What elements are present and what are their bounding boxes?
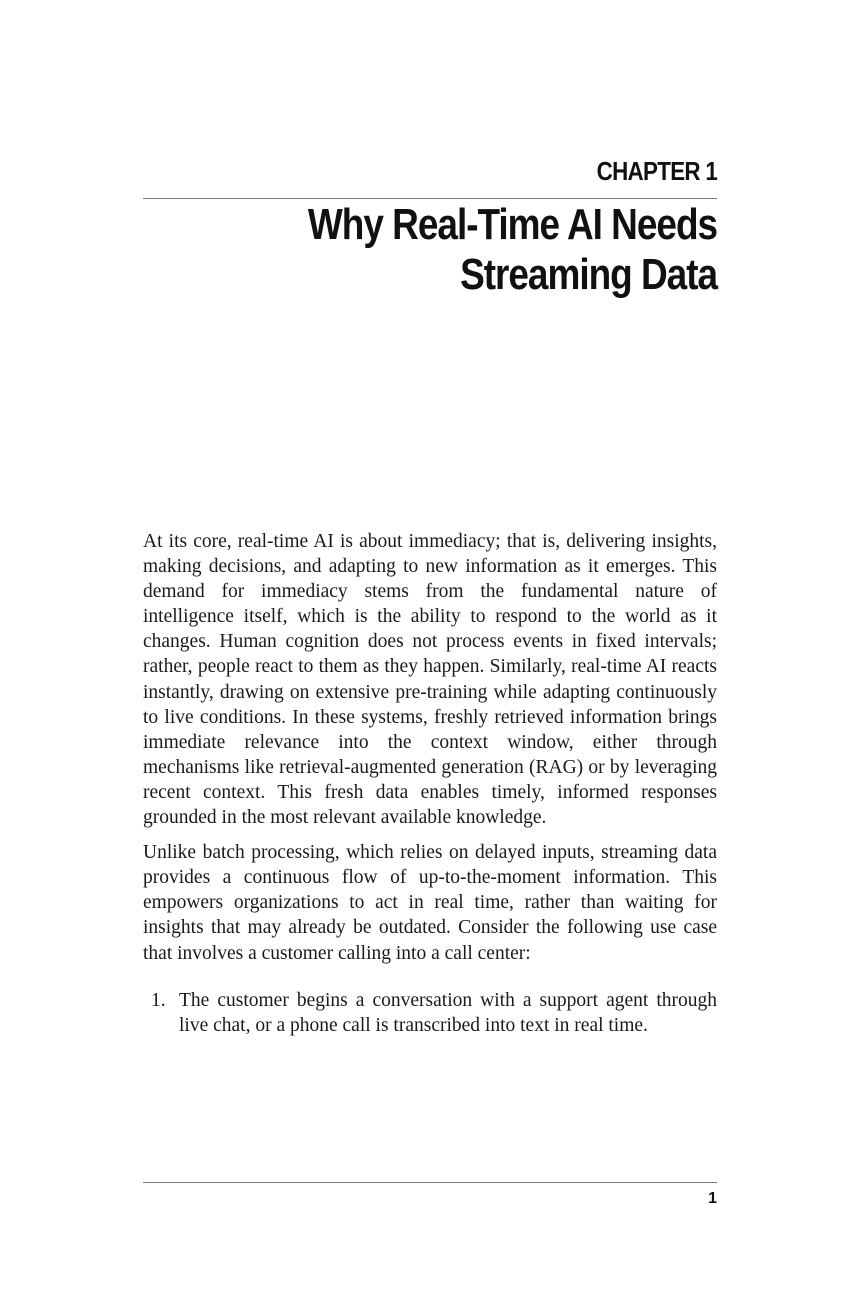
- numbered-list: [143, 988, 717, 1038]
- chapter-divider: [143, 198, 717, 199]
- chapter-title-line-2: Streaming Data: [459, 250, 717, 299]
- footer-divider: [143, 1182, 717, 1183]
- paragraph: At its core, real-time AI is about immediacy; that is, delivering insights, making decisions, and adapting to new information as it emerges. This demand for immediacy stems from the fundamental nature of intelligence itself, which is the ability to respond to the world as it changes. Human cognition does not process events in fixed intervals; rather, people react to them as they happen. Similarly, real-time AI reacts instantly, drawing on extensive pre-training while adapting continuously to live conditions. In these systems, freshly retrieved information brings immediate relevance into the context window, either through mechanisms like retrieval-augmented generation (RAG) or by leveraging recent context. This fresh data enables timely, informed responses grounded in the most relevant available knowledge.: [143, 531, 717, 829]
- paragraph: Unlike batch processing, which relies on delayed inputs, streaming data provides a continuous flow of up-to-the-moment information. This empowers organizations to act in real time, rather than waiting for insights that may already be outdated. Consider the following use case that involves a customer calling into a call center:: [143, 842, 717, 964]
- page-number: 1: [708, 1190, 717, 1207]
- chapter-label: CHAPTER 1: [596, 156, 717, 186]
- list-item-text: The customer begins a conversation with a support agent through live chat, or a phone call is transcribed into text in real time.: [179, 989, 717, 1036]
- list-item-number: 1.: [151, 989, 166, 1011]
- chapter-title: [308, 200, 717, 300]
- chapter-body: [143, 529, 717, 1038]
- chapter-title-line-1: Why Real-Time AI Needs: [307, 200, 717, 249]
- list-item: [143, 988, 717, 1038]
